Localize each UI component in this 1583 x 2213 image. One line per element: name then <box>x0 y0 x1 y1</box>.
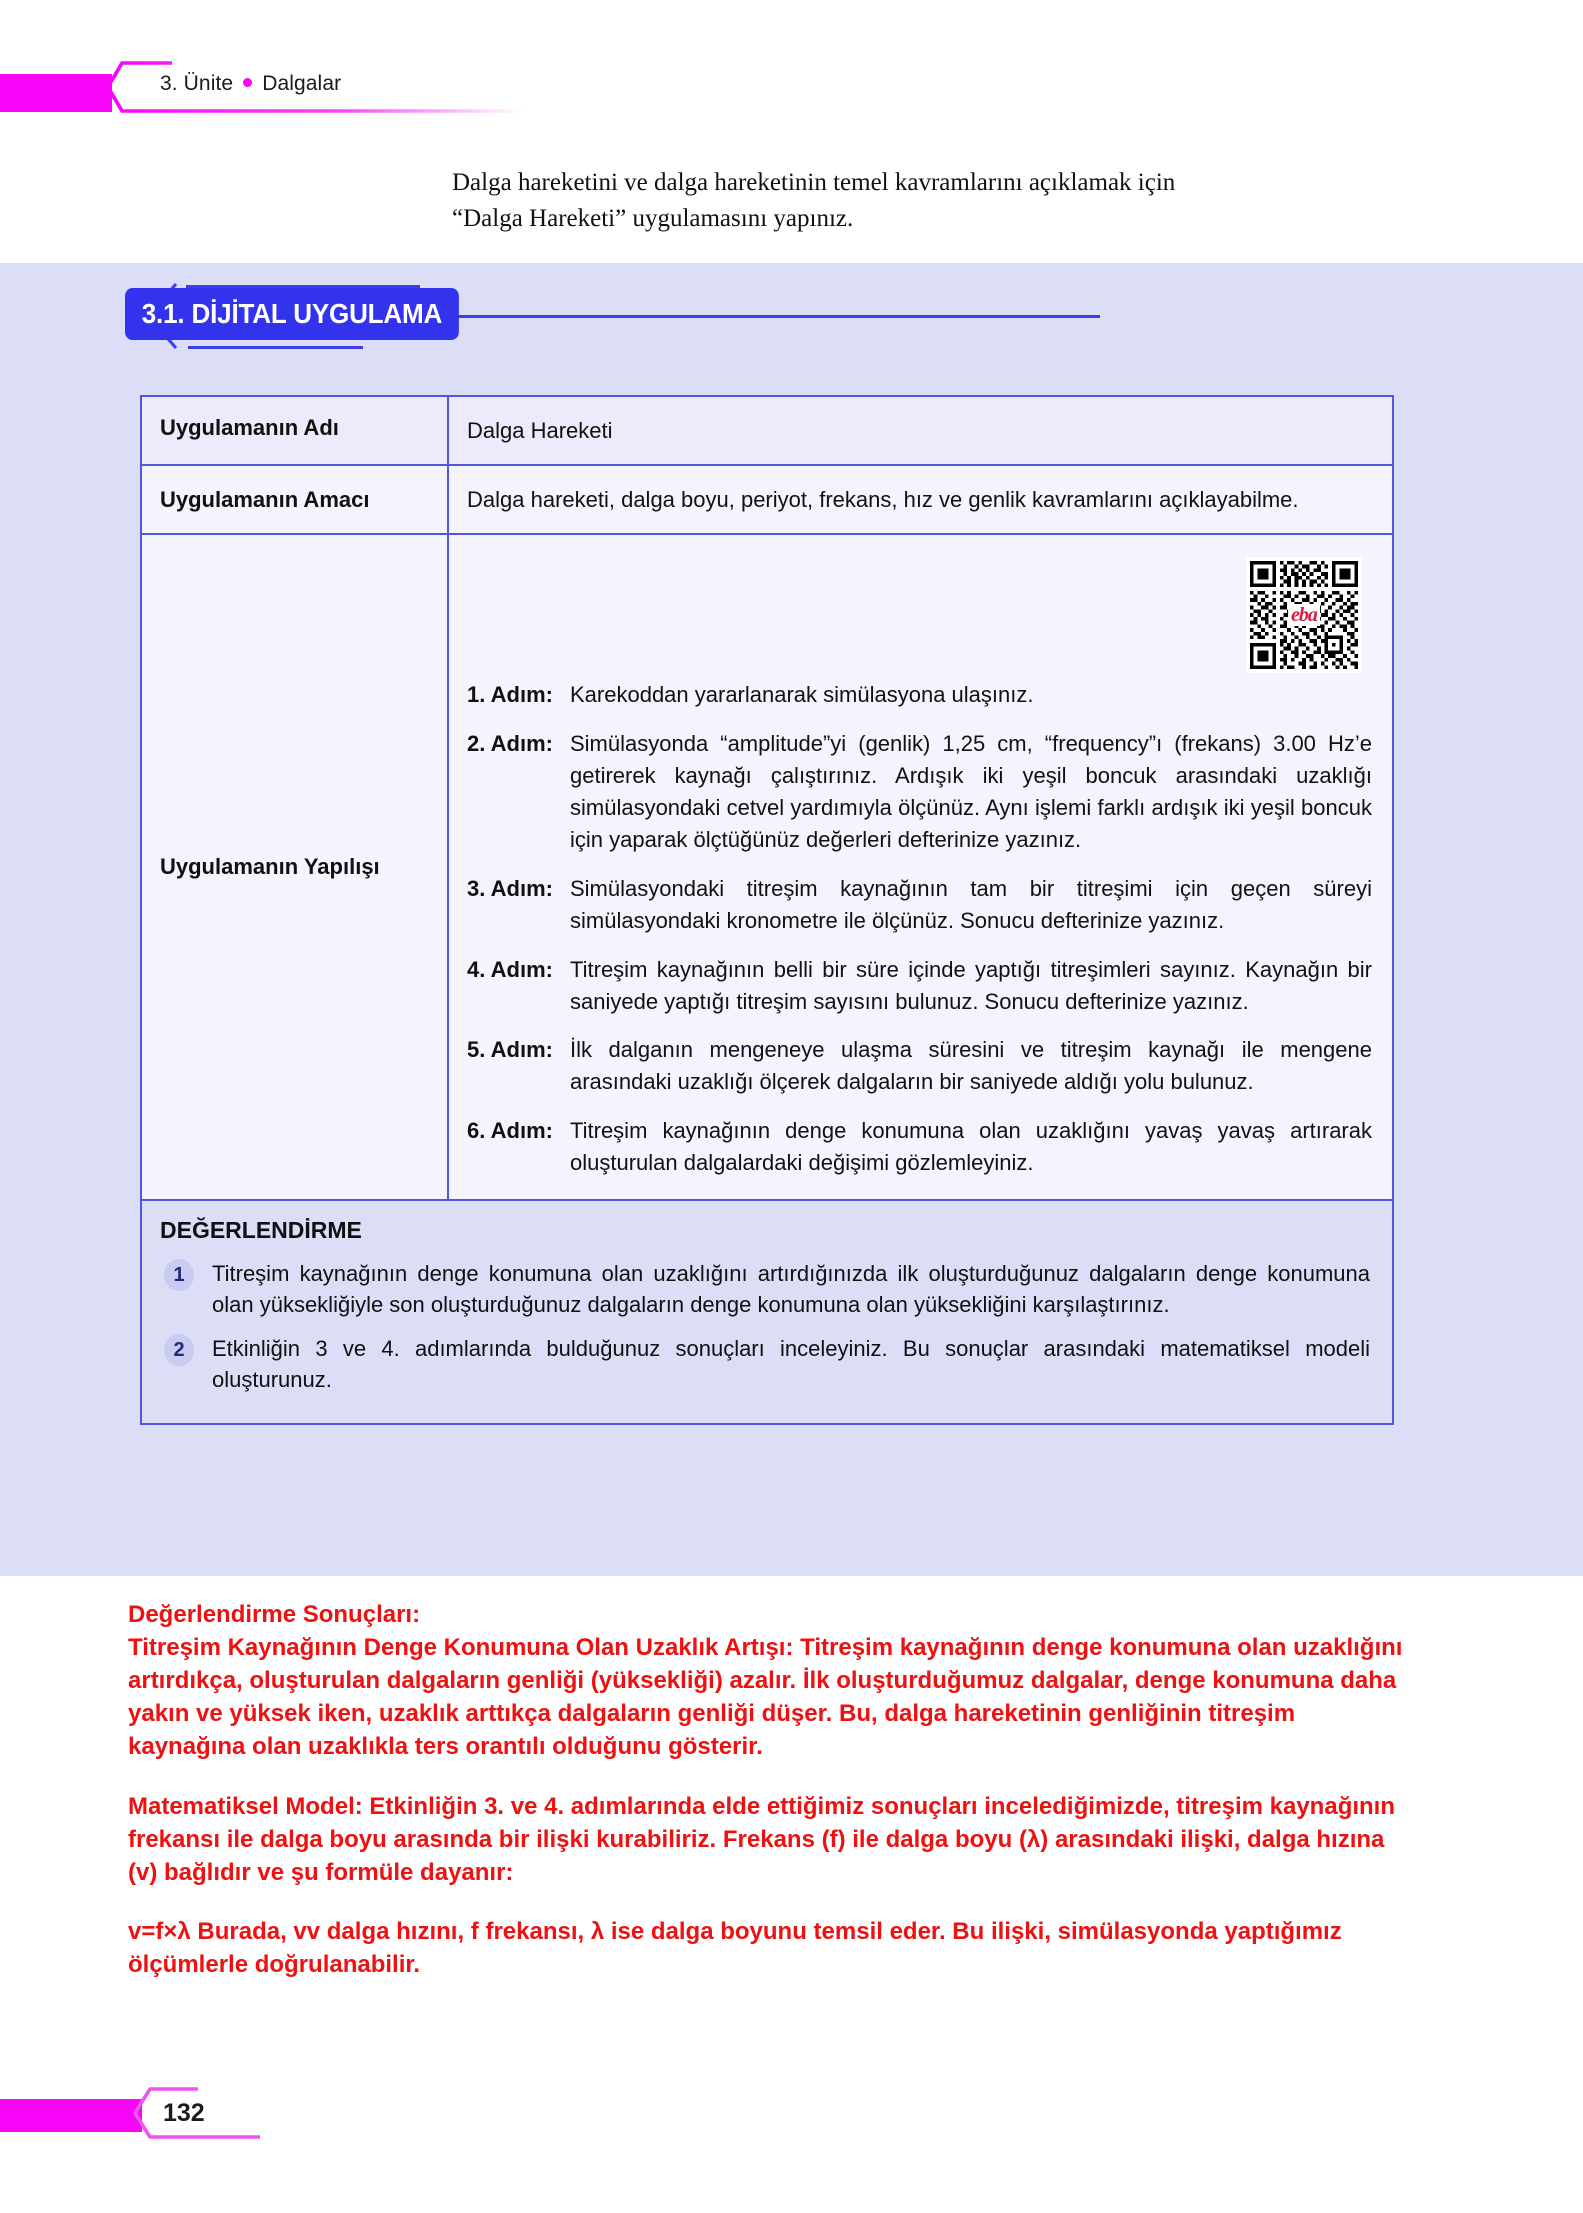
step-item <box>467 873 1372 937</box>
page-footer <box>0 2085 700 2145</box>
app-name-value: Dalga Hareketi <box>448 396 1393 465</box>
step-tag: 6. Adım: <box>467 1118 553 1144</box>
step-text: Titreşim kaynağının belli bir süre içinde yaptığı titreşimleri sayınız. Kaynağın bir saniyede yaptığı titreşim sayısını bulunuz. Sonucu defterinize yazınız. <box>570 956 1372 1014</box>
answers-paragraph-1: Titreşim Kaynağının Denge Konumuna Olan Uzaklık Artışı: Titreşim kaynağının denge konumuna olan uzaklığını artırdıkça, oluşturulan dalgaların genliği (yüksekliği) azalır. İlk oluşturduğumuz dalgalar, denge konumuna daha yakın ve yüksek iken, uzaklık arttıkça dalgaların genliği düşer. Bu, dalga hareketinin genliğinin titreşim kaynağına olan uzaklıkla ters orantılı olduğunu gösterir. <box>128 1634 1403 1761</box>
step-item <box>467 679 1372 711</box>
table-row <box>141 534 1393 1200</box>
table-row <box>141 465 1393 534</box>
answers-heading: Değerlendirme Sonuçları: <box>128 1601 421 1628</box>
step-item <box>467 1034 1372 1098</box>
answers-paragraph-2: Matematiksel Model: Etkinliğin 3. ve 4. adımlarında elde ettiğimiz sonuçları incelediğimizde, titreşim kaynağının frekansı ile dalga boyu arasında bir ilişki kurabiliriz. Frekans (f) ile dalga boyu (λ) arasındaki ilişki, dalga hızına (v) bağlıdır ve şu formüle dayanır: <box>128 1792 1396 1886</box>
step-text: İlk dalganın mengeneye ulaşma süresini ve titreşim kaynağı ile mengene arasındaki uzaklığı ölçerek dalgaların bir saniyede aldığı yolu bulunuz. <box>570 1037 1372 1095</box>
step-text: Titreşim kaynağının denge konumuna olan uzaklığını yavaş yavaş artırarak oluşturulan dalgalardaki değişimi gözlemleyiniz. <box>570 1118 1372 1176</box>
evaluation-number-badge: 1 <box>164 1259 194 1291</box>
step-item <box>467 1115 1372 1179</box>
header-unit: 3. Ünite <box>160 72 234 95</box>
evaluation-item <box>160 1258 1370 1320</box>
header-label <box>160 72 341 96</box>
footer-magenta-block <box>0 2099 142 2132</box>
student-answers <box>128 1598 1418 1981</box>
step-tag: 1. Adım: <box>467 682 553 708</box>
application-table <box>140 395 1394 1425</box>
qr-code[interactable] <box>1246 557 1362 673</box>
step-text: Karekoddan yararlanarak simülasyona ulaşınız. <box>570 682 1034 708</box>
table-row <box>141 1200 1393 1424</box>
qr-code-area <box>467 551 1372 679</box>
answers-paragraph-3: v=f×λ Burada, vv dalga hızını, f frekansı, λ ise dalga boyunu temsil eder. Bu ilişki, simülasyonda yaptığımız ölçümlerle doğrulanabilir. <box>128 1917 1342 1978</box>
running-header <box>0 60 760 114</box>
evaluation-section <box>141 1200 1393 1424</box>
intro-paragraph <box>452 165 1364 236</box>
evaluation-text: Etkinliğin 3 ve 4. adımlarında bulduğunuz sonuçları inceleyiniz. Bu sonuçlar arasındaki matematiksel modeli oluşturunuz. <box>212 1335 1370 1392</box>
evaluation-number-badge: 2 <box>164 1334 194 1366</box>
header-topic: Dalgalar <box>262 72 342 95</box>
header-magenta-block <box>0 74 112 112</box>
step-tag: 2. Adım: <box>467 731 553 757</box>
intro-line-1: Dalga hareketini ve dalga hareketinin temel kavramlarını açıklamak için <box>452 169 1176 196</box>
section-title-ribbon <box>100 282 1400 352</box>
step-tag: 5. Adım: <box>467 1037 553 1063</box>
step-item <box>467 728 1372 856</box>
answers-spacer-1 <box>128 1764 1418 1790</box>
step-text: Simülasyonda “amplitude”yi (genlik) 1,25 cm, “frequency”ı (frekans) 3.00 Hz’e getirerek kaynağı çalıştırınız. Ardışık iki yeşil boncuk arasındaki uzaklığı simülasyondaki cetvel yardımıyla ölçünüz. Aynı işlemi farklı ardışık iki yeşil boncuk için yaparak ölçtüğünüz değerleri defterinize yazınız. <box>570 731 1372 853</box>
table-row <box>141 396 1393 465</box>
answers-spacer-2 <box>128 1889 1418 1915</box>
app-purpose-value: Dalga hareketi, dalga boyu, periyot, frekans, hız ve genlik kavramlarını açıklayabilme. <box>448 465 1393 534</box>
intro-line-2: “Dalga Hareketi” uygulamasını yapınız. <box>452 204 854 232</box>
app-name-label: Uygulamanın Adı <box>141 396 448 465</box>
dot-icon <box>243 78 252 87</box>
ribbon-decor-line-right <box>410 315 1100 318</box>
evaluation-title: DEĞERLENDİRME <box>160 1217 362 1244</box>
eba-logo: eba <box>1288 604 1320 626</box>
step-tag: 3. Adım: <box>467 875 553 901</box>
step-tag: 4. Adım: <box>467 956 553 982</box>
page-number: 132 <box>163 2099 205 2127</box>
app-purpose-label: Uygulamanın Amacı <box>141 465 448 534</box>
app-steps-label: Uygulamanın Yapılışı <box>141 534 448 1200</box>
section-badge: 3.1. DİJİTAL UYGULAMA <box>125 288 459 340</box>
evaluation-item <box>160 1333 1370 1395</box>
app-steps-value <box>448 534 1393 1200</box>
step-item <box>467 954 1372 1018</box>
evaluation-text: Titreşim kaynağının denge konumuna olan uzaklığını artırdığınızda ilk oluşturduğunuz dalgaların denge konumuna olan yüksekliğiyle son oluşturduğunuz dalgaların denge konumuna olan yüksekliğini karşılaştırınız. <box>212 1261 1370 1318</box>
step-text: Simülasyondaki titreşim kaynağının tam bir titreşimi için geçen süreyi simülasyondaki kronometre ile ölçünüz. Sonucu defterinize yazınız. <box>570 875 1372 933</box>
ribbon-decor-line-bottom <box>188 346 363 349</box>
